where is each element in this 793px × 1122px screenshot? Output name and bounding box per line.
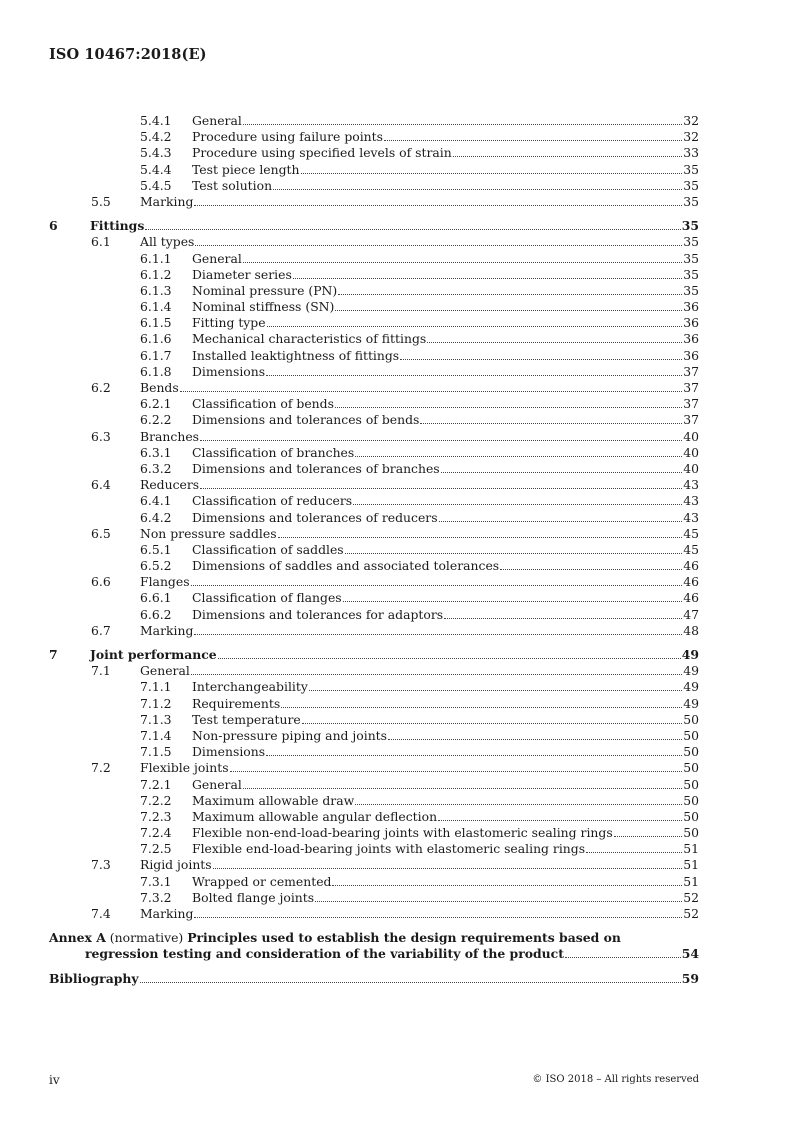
dot-leader — [439, 520, 683, 522]
toc-entry-number: 5.5 — [91, 193, 111, 209]
toc-entry-number: 6.5.1 — [140, 541, 172, 557]
toc-entry-title: General — [192, 776, 242, 792]
toc-entry-number: 6.3.2 — [140, 460, 172, 476]
dot-leader — [565, 956, 681, 958]
toc-entry-number: 7.2.4 — [140, 825, 172, 841]
dot-leader — [230, 770, 683, 772]
toc-entry-number: 6.4.2 — [140, 509, 172, 525]
toc-entry-title: Flexible non-end-load-bearing joints with elastomeric sealing rings — [192, 825, 613, 841]
toc-entry-number: 6.2.2 — [140, 412, 172, 428]
dot-leader — [384, 139, 682, 141]
toc-entry[interactable] — [49, 218, 699, 234]
toc-entry-page: 50 — [683, 744, 699, 760]
toc-entry-number: 7.1.4 — [140, 727, 172, 743]
dot-leader — [500, 568, 682, 570]
dot-leader — [438, 819, 682, 821]
toc-entry-page: 43 — [683, 477, 699, 493]
toc-entry-number: 7.2.5 — [140, 841, 172, 857]
document-id: ISO 10467:2018(E) — [49, 46, 207, 63]
toc-entry[interactable] — [49, 825, 699, 841]
toc-entry-title: Procedure using specified levels of strain — [192, 145, 452, 161]
toc-entry[interactable] — [49, 267, 699, 283]
toc-entry-title: Non-pressure piping and joints — [192, 727, 388, 743]
toc-entry[interactable] — [49, 679, 699, 695]
toc-entry[interactable] — [49, 777, 699, 793]
toc-entry[interactable] — [49, 647, 699, 663]
toc-entry-title: Rigid joints — [140, 857, 212, 873]
dot-leader — [194, 204, 682, 206]
toc-entry-title: Dimensions of saddles and associated tolerances — [192, 558, 500, 574]
toc-entry[interactable] — [49, 696, 699, 712]
toc-entry-number: 6.1.8 — [140, 363, 172, 379]
toc-entry-number: 6.1.6 — [140, 331, 172, 347]
dot-leader — [243, 261, 682, 263]
toc-entry-page: 36 — [683, 347, 699, 363]
toc-entry-page: 35 — [683, 177, 699, 193]
toc-entry-page: 37 — [683, 380, 699, 395]
toc-entry-number: 5.4.1 — [140, 113, 172, 128]
toc-entry-page: 50 — [683, 808, 699, 824]
dot-leader — [335, 309, 682, 311]
toc-entry-title: Maximum allowable draw — [192, 792, 355, 808]
toc-entry-page: 32 — [683, 113, 699, 128]
toc-entry-number: 6.1.1 — [140, 250, 172, 266]
toc-entry-number: 6.3.1 — [140, 444, 172, 460]
toc-entry[interactable] — [49, 793, 699, 809]
dot-leader — [332, 884, 682, 886]
dot-leader — [273, 188, 682, 190]
toc-entry-number: 5.4.4 — [140, 161, 172, 177]
toc-entry-title: Branches — [140, 428, 200, 444]
toc-entry-title: Classification of reducers — [192, 493, 353, 509]
toc-entry-page: 51 — [683, 841, 699, 857]
toc-entry-page: 46 — [683, 574, 699, 590]
toc-entry[interactable] — [49, 510, 699, 526]
toc-entry-title: Dimensions and tolerances of reducers — [192, 509, 438, 525]
toc-entry-page: 43 — [683, 509, 699, 525]
dot-leader — [301, 172, 683, 174]
toc-entry-title: Joint performance — [90, 647, 217, 662]
toc-entry-page: 50 — [683, 760, 699, 776]
toc-entry-page: 50 — [683, 711, 699, 727]
toc-entry-number: 6.4 — [91, 477, 111, 493]
toc-entry-number: 6.6 — [91, 574, 111, 590]
toc-entry-title: Fitting type — [192, 315, 266, 331]
toc-entry-title: Non pressure saddles — [140, 525, 277, 541]
toc-entry-number: 7.2.2 — [140, 792, 172, 808]
toc-entry-title: Procedure using failure points — [192, 129, 383, 145]
toc-entry[interactable] — [49, 477, 699, 493]
dot-leader — [180, 390, 683, 392]
toc-entry-page: 50 — [683, 727, 699, 743]
dot-leader — [338, 293, 682, 295]
dot-leader — [267, 325, 683, 327]
toc-entry-number: 7.3.2 — [140, 889, 172, 905]
toc-entry-page: 52 — [683, 889, 699, 905]
dot-leader — [309, 689, 682, 691]
toc-entry[interactable] — [49, 526, 699, 542]
dot-leader — [200, 439, 682, 441]
toc-entry-title: Nominal pressure (PN) — [192, 282, 338, 298]
toc-entry[interactable] — [49, 841, 699, 857]
toc-entry-page: 36 — [683, 299, 699, 315]
toc-entry-page: 40 — [683, 428, 699, 444]
dot-leader — [453, 155, 683, 157]
toc-entry[interactable] — [49, 906, 699, 922]
dot-leader — [302, 722, 682, 724]
annex-title-line1: Principles used to establish the design requirements based on — [187, 930, 621, 946]
toc-entry-title: Mechanical characteristics of fittings — [192, 331, 427, 347]
page-number: iv — [49, 1073, 60, 1087]
toc-entry-page: 35 — [683, 234, 699, 250]
toc-entry-page: 35 — [681, 218, 699, 234]
toc-entry[interactable] — [49, 162, 699, 178]
toc-entry-number: 6.7 — [91, 622, 111, 638]
toc-entry-title: Flexible joints — [140, 760, 229, 776]
toc-entry[interactable] — [49, 461, 699, 477]
toc-entry-page: 46 — [683, 558, 699, 574]
toc-entry-page: 47 — [683, 606, 699, 622]
toc-entry[interactable] — [49, 145, 699, 161]
toc-entry-title: Marking — [140, 622, 194, 638]
toc-entry-page: 46 — [683, 590, 699, 606]
toc-entry-page: 49 — [681, 647, 699, 662]
toc-entry-page: 45 — [683, 525, 699, 541]
toc-entry-number: 7.1.2 — [140, 695, 172, 711]
toc-entry-number: 6.1.4 — [140, 299, 172, 315]
dot-leader — [441, 471, 683, 473]
table-of-contents — [49, 113, 699, 987]
copyright-notice: © ISO 2018 – All rights reserved — [532, 1074, 699, 1085]
toc-entry[interactable] — [49, 744, 699, 760]
dot-leader — [388, 738, 682, 740]
dot-leader — [191, 584, 683, 586]
toc-entry-page: 50 — [683, 776, 699, 792]
dot-leader — [427, 341, 682, 343]
toc-entry[interactable] — [49, 380, 699, 396]
dot-leader — [145, 228, 680, 230]
toc-entry-page: 37 — [683, 412, 699, 428]
toc-entry-title: Test temperature — [192, 711, 301, 727]
toc-entry-number: 6 — [49, 218, 58, 234]
toc-entry-title: Flanges — [140, 574, 190, 590]
toc-entry[interactable] — [49, 857, 699, 873]
dot-leader — [345, 552, 683, 554]
toc-entry-number: 7.3 — [91, 857, 111, 873]
toc-entry-title: Bends — [140, 380, 179, 395]
annex-type: (normative) — [109, 930, 184, 946]
dot-leader — [195, 244, 682, 246]
dot-leader — [355, 803, 682, 805]
toc-entry-page: 36 — [683, 331, 699, 347]
toc-entry-title: Test solution — [192, 177, 273, 193]
toc-entry-page: 48 — [683, 622, 699, 638]
toc-entry-number: 7.2.3 — [140, 808, 172, 824]
toc-entry-title: Test piece length — [192, 161, 300, 177]
toc-entry-title: Fittings — [90, 218, 145, 234]
toc-entry[interactable] — [49, 429, 699, 445]
toc-entry-page: 49 — [683, 663, 699, 679]
toc-entry-number: 7.1.1 — [140, 679, 172, 695]
toc-entry-title: Marking — [140, 906, 194, 921]
dot-leader — [243, 123, 682, 125]
toc-entry-page: 36 — [683, 315, 699, 331]
dot-leader — [200, 487, 682, 489]
dot-leader — [355, 455, 682, 457]
toc-entry-title: Bolted flange joints — [192, 889, 315, 905]
toc-entry-page: 52 — [683, 906, 699, 921]
bibliography-title: Bibliography — [49, 970, 139, 986]
toc-bibliography-entry[interactable] — [49, 971, 699, 987]
toc-entry[interactable] — [49, 113, 699, 129]
toc-entry-page: 40 — [683, 444, 699, 460]
toc-entry-number: 6.1.5 — [140, 315, 172, 331]
toc-entry[interactable] — [49, 348, 699, 364]
toc-entry[interactable] — [49, 234, 699, 250]
toc-entry[interactable] — [49, 558, 699, 574]
toc-entry-number: 5.4.5 — [140, 177, 172, 193]
toc-entry-number: 6.3 — [91, 428, 111, 444]
dot-leader — [281, 706, 682, 708]
toc-entry[interactable] — [49, 178, 699, 194]
toc-entry-title: Dimensions — [192, 744, 266, 760]
toc-rows — [49, 113, 699, 922]
toc-entry-page: 35 — [683, 266, 699, 282]
toc-entry-page: 50 — [683, 825, 699, 841]
dot-leader — [315, 900, 682, 902]
toc-entry-page: 40 — [683, 460, 699, 476]
toc-entry-number: 6.1 — [91, 234, 111, 250]
toc-entry-title: Classification of saddles — [192, 541, 344, 557]
toc-entry-number: 6.2.1 — [140, 396, 172, 412]
toc-entry-title: Dimensions — [192, 363, 266, 379]
toc-entry-title: Flexible end-load-bearing joints with elastomeric sealing rings — [192, 841, 586, 857]
dot-leader — [243, 787, 682, 789]
toc-entry-page: 51 — [683, 857, 699, 873]
dot-leader — [444, 617, 682, 619]
toc-entry-number: 6.2 — [91, 380, 111, 395]
toc-entry-title: Wrapped or cemented — [192, 873, 332, 889]
toc-entry-number: 6.6.1 — [140, 590, 172, 606]
annex-title-line2: regression testing and consideration of the variability of the product — [85, 946, 564, 962]
toc-entry-page: 35 — [683, 250, 699, 266]
toc-entry-page: 37 — [683, 363, 699, 379]
toc-entry-number: 5.4.3 — [140, 145, 172, 161]
toc-entry[interactable] — [49, 364, 699, 380]
toc-entry[interactable] — [49, 623, 699, 639]
annex-page: 54 — [681, 946, 699, 962]
toc-entry[interactable] — [49, 712, 699, 728]
toc-entry[interactable] — [49, 760, 699, 776]
toc-entry[interactable] — [49, 574, 699, 590]
toc-entry[interactable] — [49, 542, 699, 558]
toc-entry[interactable] — [49, 607, 699, 623]
bibliography-page: 59 — [681, 970, 699, 986]
toc-entry[interactable] — [49, 728, 699, 744]
toc-entry-title: Classification of bends — [192, 396, 334, 412]
toc-entry-title: Classification of branches — [192, 444, 355, 460]
toc-entry[interactable] — [49, 315, 699, 331]
dot-leader — [218, 657, 681, 659]
toc-entry-number: 7.1 — [91, 663, 111, 679]
dot-leader — [266, 374, 682, 376]
toc-entry-number: 6.1.2 — [140, 266, 172, 282]
toc-entry-number: 6.6.2 — [140, 606, 172, 622]
dot-leader — [353, 503, 682, 505]
dot-leader — [194, 633, 682, 635]
toc-entry-title: Diameter series — [192, 266, 292, 282]
dot-leader — [278, 536, 683, 538]
dot-leader — [335, 406, 682, 408]
dot-leader — [194, 916, 682, 918]
toc-entry-title: All types — [140, 234, 195, 250]
toc-entry-title: General — [192, 250, 242, 266]
toc-entry-page: 51 — [683, 873, 699, 889]
toc-annex-entry[interactable] — [49, 930, 699, 962]
toc-entry-page: 35 — [683, 282, 699, 298]
toc-entry-number: 7.2.1 — [140, 776, 172, 792]
toc-entry[interactable] — [49, 331, 699, 347]
toc-entry-number: 6.1.7 — [140, 347, 172, 363]
toc-entry-page: 50 — [683, 792, 699, 808]
toc-entry-number: 7.2 — [91, 760, 111, 776]
dot-leader — [140, 981, 681, 983]
toc-entry[interactable] — [49, 251, 699, 267]
dot-leader — [293, 277, 682, 279]
annex-label: Annex A — [49, 930, 106, 946]
dot-leader — [400, 358, 682, 360]
toc-entry-number: 7.1.5 — [140, 744, 172, 760]
toc-entry-number: 7.4 — [91, 906, 111, 921]
toc-entry-page: 45 — [683, 541, 699, 557]
toc-entry-title: General — [140, 663, 190, 679]
toc-entry-page: 32 — [683, 129, 699, 145]
toc-entry-title: Dimensions and tolerances of bends — [192, 412, 420, 428]
toc-entry-number: 7 — [49, 647, 58, 662]
dot-leader — [614, 835, 683, 837]
dot-leader — [343, 600, 683, 602]
dot-leader — [191, 673, 682, 675]
toc-entry-number: 6.4.1 — [140, 493, 172, 509]
toc-entry[interactable] — [49, 129, 699, 145]
toc-entry[interactable] — [49, 663, 699, 679]
toc-entry-title: Classification of flanges — [192, 590, 342, 606]
toc-entry[interactable] — [49, 194, 699, 210]
dot-leader — [586, 851, 682, 853]
toc-entry-page: 37 — [683, 396, 699, 412]
toc-entry[interactable] — [49, 874, 699, 890]
toc-entry[interactable] — [49, 590, 699, 606]
dot-leader — [266, 754, 682, 756]
toc-entry-number: 6.5 — [91, 525, 111, 541]
toc-entry-title: Interchangeability — [192, 679, 308, 695]
dot-leader — [420, 422, 682, 424]
toc-entry-title: Dimensions and tolerances for adaptors — [192, 606, 444, 622]
toc-entry-page: 33 — [683, 145, 699, 161]
toc-entry-page: 43 — [683, 493, 699, 509]
toc-entry-number: 7.1.3 — [140, 711, 172, 727]
toc-entry-page: 35 — [683, 193, 699, 209]
toc-entry-number: 6.5.2 — [140, 558, 172, 574]
toc-entry-title: Marking — [140, 193, 194, 209]
toc-entry-title: Installed leaktightness of fittings — [192, 347, 400, 363]
toc-entry[interactable] — [49, 890, 699, 906]
toc-entry[interactable] — [49, 283, 699, 299]
toc-entry-title: Dimensions and tolerances of branches — [192, 460, 440, 476]
toc-entry-title: Reducers — [140, 477, 200, 493]
toc-entry[interactable] — [49, 299, 699, 315]
toc-entry-title: Requirements — [192, 695, 281, 711]
toc-entry-page: 49 — [683, 679, 699, 695]
toc-entry-title: Nominal stiffness (SN) — [192, 299, 335, 315]
toc-entry[interactable] — [49, 396, 699, 412]
toc-entry-title: Maximum allowable angular deflection — [192, 808, 438, 824]
toc-entry-number: 7.3.1 — [140, 873, 172, 889]
toc-entry[interactable] — [49, 445, 699, 461]
toc-entry-page: 35 — [683, 161, 699, 177]
dot-leader — [213, 867, 683, 869]
toc-entry[interactable] — [49, 493, 699, 509]
toc-entry-number: 5.4.2 — [140, 129, 172, 145]
toc-entry-title: General — [192, 113, 242, 128]
toc-entry-number: 6.1.3 — [140, 282, 172, 298]
toc-entry[interactable] — [49, 809, 699, 825]
toc-entry[interactable] — [49, 412, 699, 428]
toc-entry-page: 49 — [683, 695, 699, 711]
